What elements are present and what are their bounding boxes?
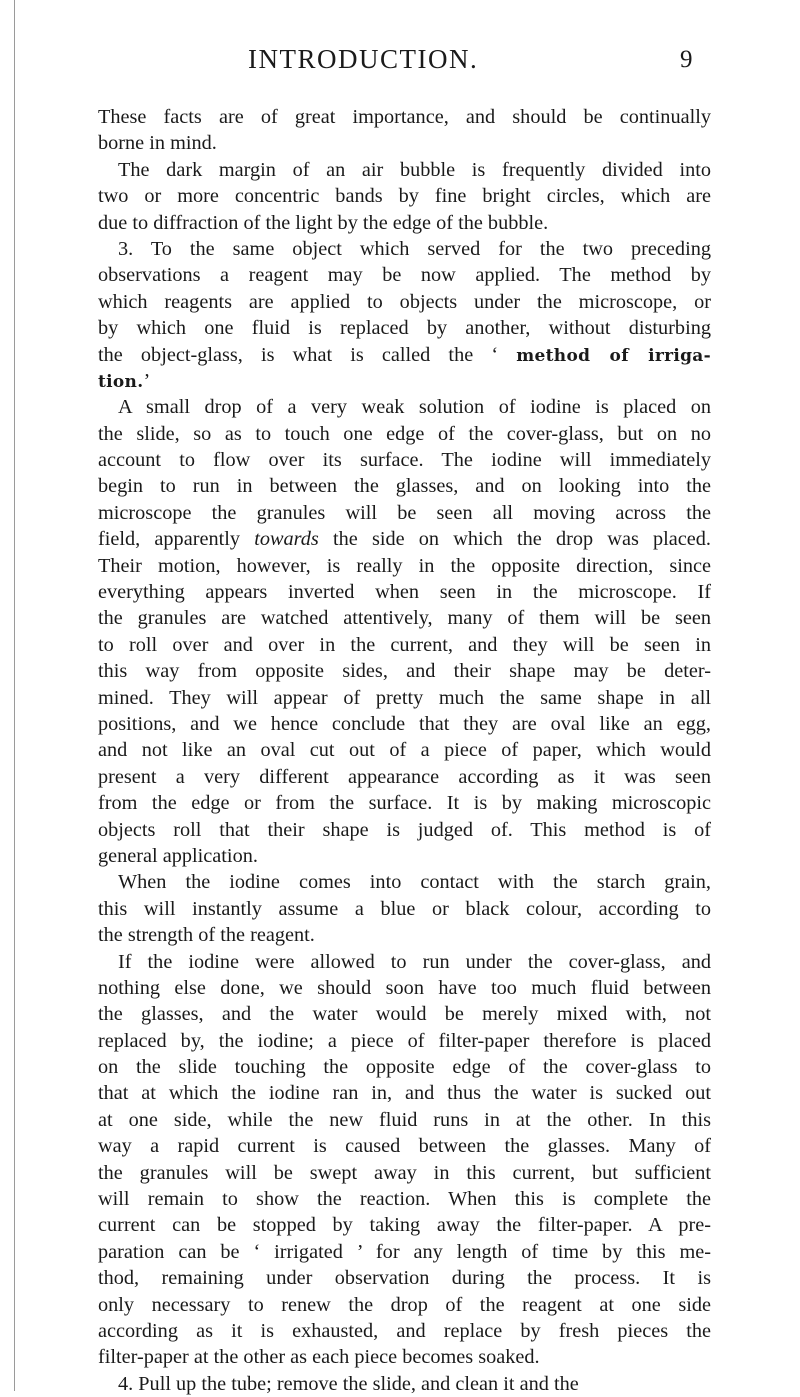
text-segment: way a rapid current is caused between the glasses. Many of — [98, 1135, 711, 1158]
text-segment: the slide, so as to touch one edge of the cover-glass, but on no — [98, 422, 711, 445]
text-segment: due to diffraction of the light by the edge of the bubble. — [98, 211, 549, 234]
text-line — [98, 632, 711, 658]
text-segment: that at which the iodine ran in, and thus the water is sucked out — [98, 1082, 711, 1105]
bold-term: tion. — [98, 371, 144, 392]
text-segment: paration can be ‘ irrigated ’ for any length of time by this me- — [98, 1240, 711, 1263]
text-segment: according as it is exhausted, and replace by fresh pieces the — [98, 1319, 711, 1342]
text-segment: the object-glass, is what is called the ‘ — [98, 343, 517, 366]
text-line — [98, 1080, 711, 1106]
text-segment: the side on which the drop was placed. — [318, 528, 712, 551]
text-segment: present a very different appearance according as it was seen — [98, 765, 711, 788]
italic-word: towards — [254, 528, 319, 551]
text-line — [98, 1054, 711, 1080]
text-line — [98, 368, 711, 394]
text-segment: this will instantly assume a blue or black colour, according to — [98, 897, 711, 920]
running-head: INTRODUCTION. — [248, 44, 479, 74]
text-segment: A small drop of a very weak solution of iodine is placed on — [118, 396, 711, 419]
page-edge-line — [14, 0, 15, 1391]
text-line — [98, 1028, 711, 1054]
text-line — [98, 975, 711, 1001]
text-line — [98, 500, 711, 526]
text-segment: this way from opposite sides, and their shape may be deter- — [98, 660, 711, 683]
text-line — [98, 315, 711, 341]
text-line — [98, 104, 711, 130]
text-line — [98, 817, 711, 843]
text-line — [98, 553, 711, 579]
text-line — [98, 473, 711, 499]
text-segment: current can be stopped by taking away the filter-paper. A pre- — [98, 1214, 711, 1237]
text-segment: mined. They will appear of pretty much the same shape in all — [98, 686, 711, 709]
text-line — [98, 1292, 711, 1318]
text-segment: replaced by, the iodine; a piece of filter-paper therefore is placed — [98, 1029, 711, 1052]
text-line — [98, 1344, 711, 1370]
text-segment: positions, and we hence conclude that they are oval like an egg, — [98, 712, 711, 735]
text-line — [98, 1265, 711, 1291]
text-segment: will remain to show the reaction. When this is complete the — [98, 1188, 711, 1211]
text-line — [98, 685, 711, 711]
text-line — [98, 605, 711, 631]
text-line — [98, 579, 711, 605]
text-line — [98, 1212, 711, 1238]
text-segment: general application. — [98, 844, 258, 867]
text-segment: the granules will be swept away in this current, but sufficient — [98, 1161, 711, 1184]
text-line — [98, 130, 711, 156]
text-line — [98, 1001, 711, 1027]
text-segment: observations a reagent may be now applied. The method by — [98, 264, 711, 287]
text-segment: everything appears inverted when seen in the microscope. If — [98, 581, 711, 604]
text-segment: objects roll that their shape is judged of. This method is of — [98, 818, 711, 841]
text-line — [98, 183, 711, 209]
text-segment: which reagents are applied to objects under the microscope, or — [98, 290, 711, 313]
text-segment: account to flow over its surface. The iodine will immediately — [98, 449, 711, 472]
text-segment: at one side, while the new fluid runs in at the other. In this — [98, 1108, 711, 1131]
text-line — [98, 1371, 711, 1397]
text-segment: These facts are of great importance, and should be continually — [98, 106, 711, 128]
text-line — [98, 342, 711, 368]
text-line — [98, 289, 711, 315]
text-segment: by which one fluid is replaced by another, without disturbing — [98, 317, 711, 340]
text-line — [98, 421, 711, 447]
text-segment: 4. Pull up the tube; remove the slide, and clean it and the — [118, 1372, 579, 1395]
text-segment: the glasses, and the water would be merely mixed with, not — [98, 1003, 711, 1026]
text-segment: 3. To the same object which served for the two preceding — [118, 237, 711, 260]
text-line — [98, 394, 711, 420]
text-segment: two or more concentric bands by fine bright circles, which are — [98, 185, 711, 208]
text-segment: borne in mind. — [98, 132, 217, 155]
page-header — [0, 44, 800, 84]
text-segment: the granules are watched attentively, many of them will be seen — [98, 607, 711, 630]
text-line — [98, 737, 711, 763]
text-line — [98, 658, 711, 684]
text-segment: begin to run in between the glasses, and on looking into the — [98, 475, 711, 498]
text-segment: the strength of the reagent. — [98, 924, 315, 947]
text-line — [98, 764, 711, 790]
body-text — [98, 104, 711, 1397]
text-segment: thod, remaining under observation during the process. It is — [98, 1267, 711, 1290]
text-line — [98, 1186, 711, 1212]
text-segment: from the edge or from the surface. It is by making microscopic — [98, 792, 711, 815]
text-segment: only necessary to renew the drop of the reagent at one side — [98, 1293, 711, 1316]
text-segment: and not like an oval cut out of a piece of paper, which would — [98, 739, 711, 762]
text-segment: on the slide touching the opposite edge of the cover-glass to — [98, 1056, 711, 1079]
text-line — [98, 1160, 711, 1186]
text-segment: If the iodine were allowed to run under the cover-glass, and — [118, 950, 711, 973]
text-line — [98, 896, 711, 922]
text-segment: field, apparently — [98, 528, 255, 551]
text-segment: ’ — [143, 369, 151, 392]
text-line — [98, 447, 711, 473]
page-number: 9 — [680, 46, 693, 73]
text-line — [98, 790, 711, 816]
text-line — [98, 1239, 711, 1265]
text-line — [98, 922, 711, 948]
text-segment: Their motion, however, is really in the opposite direction, since — [98, 554, 711, 577]
text-segment: When the iodine comes into contact with the starch grain, — [118, 871, 711, 894]
text-segment: nothing else done, we should soon have too much fluid between — [98, 976, 711, 999]
text-line — [98, 1318, 711, 1344]
text-line — [98, 1133, 711, 1159]
text-line — [98, 949, 711, 975]
text-line — [98, 843, 711, 869]
text-line — [98, 157, 711, 183]
bold-term: method of irriga- — [516, 345, 711, 366]
text-line — [98, 711, 711, 737]
text-line — [98, 869, 711, 895]
text-segment: to roll over and over in the current, and they will be seen in — [98, 633, 711, 656]
text-line — [98, 236, 711, 262]
text-line — [98, 262, 711, 288]
text-line — [98, 210, 711, 236]
text-segment: The dark margin of an air bubble is frequently divided into — [118, 158, 711, 181]
text-line — [98, 526, 711, 552]
text-segment: microscope the granules will be seen all moving across the — [98, 501, 711, 524]
text-segment: filter-paper at the other as each piece becomes soaked. — [98, 1346, 540, 1369]
text-line — [98, 1107, 711, 1133]
